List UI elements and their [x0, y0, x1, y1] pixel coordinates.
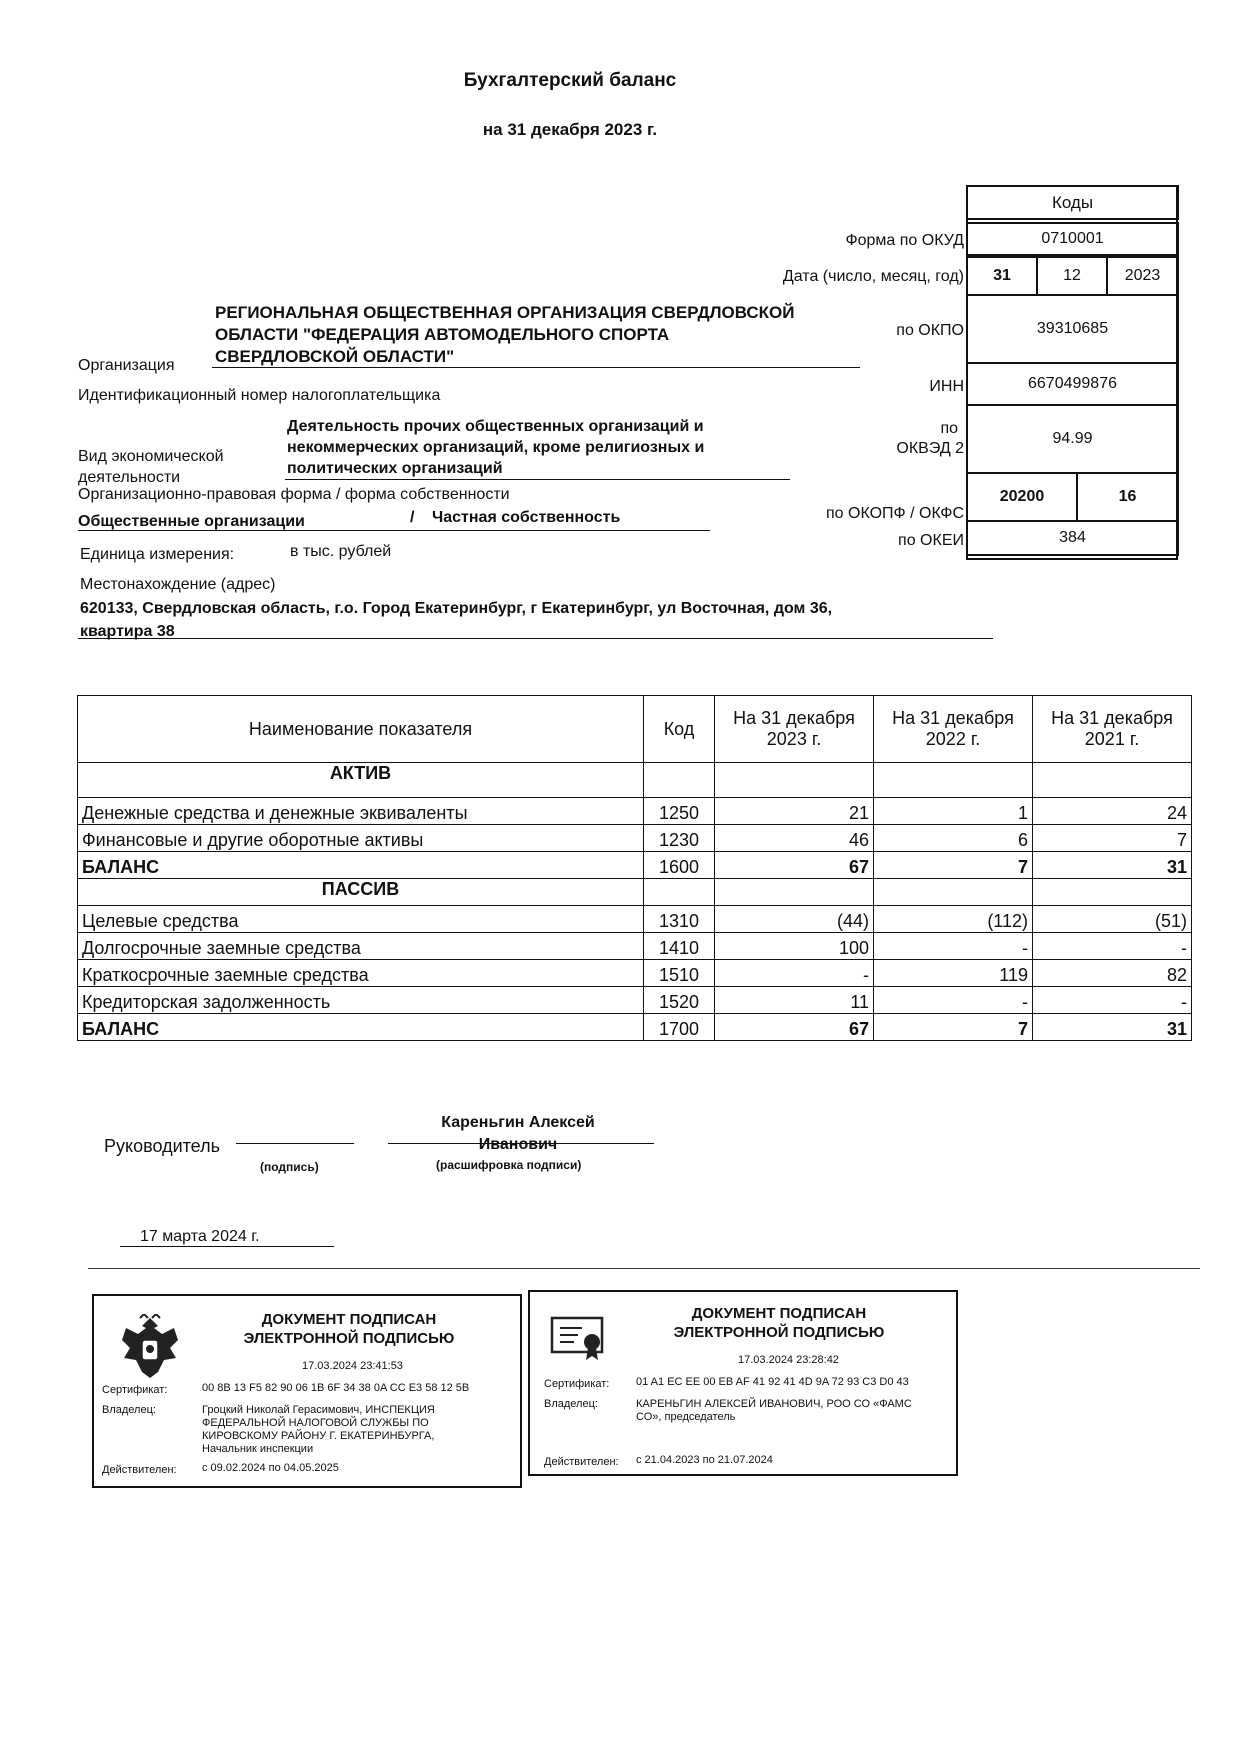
okopf-code: 20200: [966, 472, 1078, 522]
stamp-tax-cert: 00 8B 13 F5 82 90 06 1B 6F 34 38 0A CC E3 58 12 5B: [202, 1382, 470, 1394]
row-value-2021: (51): [1033, 906, 1192, 933]
stamp-tax-owner: [202, 1404, 435, 1456]
stamp-director-valid: с 21.04.2023 по 21.07.2024: [636, 1454, 773, 1466]
row-value-2023: 21: [715, 798, 874, 825]
stamp-director-owner: [636, 1398, 912, 1424]
row-code: 1510: [644, 960, 715, 987]
codes-header: Коды: [966, 185, 1179, 220]
header-2023-line-1: На 31 декабря: [733, 708, 855, 728]
stamp-tax-owner-line-3: КИРОВСКОМУ РАЙОНУ Г. ЕКАТЕРИНБУРГА,: [202, 1430, 435, 1442]
date-year: 2023: [1106, 256, 1179, 296]
stamp-tax-valid-label: Действителен:: [102, 1464, 177, 1476]
table-row: [78, 933, 1192, 960]
passiv-section-title: ПАССИВ: [78, 879, 644, 906]
row-value-2022: 7: [874, 1014, 1033, 1041]
row-value-2023: (44): [715, 906, 874, 933]
header-2022-line-1: На 31 декабря: [892, 708, 1014, 728]
row-name: БАЛАНС: [78, 852, 644, 879]
address-label: Местонахождение (адрес): [80, 576, 276, 593]
row-value-2022: 6: [874, 825, 1033, 852]
inn-code: 6670499876: [966, 362, 1179, 406]
inn-label: Идентификационный номер налогоплательщика: [78, 387, 441, 404]
header-2023-line-2: 2023 г.: [766, 729, 822, 749]
activity-underline: [285, 479, 790, 480]
row-value-2021: 82: [1033, 960, 1192, 987]
row-value-2021: 31: [1033, 1014, 1192, 1041]
unit-value: в тыс. рублей: [290, 543, 392, 560]
row-code: 1600: [644, 852, 715, 879]
table-row: [78, 960, 1192, 987]
signatory-name-line-1: Кареньгин Алексей: [441, 1114, 595, 1131]
row-code: 1520: [644, 987, 715, 1014]
row-value-2022: 1: [874, 798, 1033, 825]
okved-label-top: по: [940, 420, 958, 437]
address-value: [80, 597, 832, 643]
passiv-empty-code: [644, 879, 715, 906]
e-signature-stamp-director: [528, 1290, 958, 1476]
stamp-tax-title: [224, 1310, 474, 1348]
stamp-director-cert-label: Сертификат:: [544, 1378, 610, 1390]
okei-label: по ОКЕИ: [898, 532, 964, 549]
activity-label-line-2: деятельности: [78, 469, 181, 486]
stamp-director-title-line-2: ЭЛЕКТРОННОЙ ПОДПИСЬЮ: [673, 1324, 885, 1341]
passiv-empty-2021: [1033, 879, 1192, 906]
row-value-2023: 46: [715, 825, 874, 852]
unit-label: Единица измерения:: [80, 546, 235, 563]
row-code: 1700: [644, 1014, 715, 1041]
stamp-tax-title-line-2: ЭЛЕКТРОННОЙ ПОДПИСЬЮ: [243, 1330, 455, 1347]
row-value-2022: -: [874, 933, 1033, 960]
aktiv-empty-2021: [1033, 763, 1192, 798]
row-value-2021: -: [1033, 933, 1192, 960]
stamp-tax-owner-line-1: Гроцкий Николай Герасимович, ИНСПЕКЦИЯ: [202, 1404, 435, 1416]
date-underline: [120, 1246, 334, 1247]
header-2021: [1033, 696, 1192, 763]
table-row: [78, 852, 1192, 879]
ownership-value: Частная собственность: [432, 509, 621, 526]
row-name: Целевые средства: [78, 906, 644, 933]
signature-line: [236, 1143, 354, 1144]
header-code: Код: [644, 696, 715, 763]
address-line-1: 620133, Свердловская область, г.о. Город Екатеринбург, г Екатеринбург, ул Восточная, дом 36,: [80, 600, 833, 617]
stamp-tax-owner-line-2: ФЕДЕРАЛЬНОЙ НАЛОГОВОЙ СЛУЖБЫ ПО: [202, 1417, 429, 1429]
okpo-label: по ОКПО: [896, 322, 964, 339]
stamp-director-cert: 01 A1 EC EE 00 EB AF 41 92 41 4D 9A 72 93 C3 D0 43: [636, 1376, 909, 1388]
activity-value: [287, 416, 704, 479]
aktiv-section-title: АКТИВ: [78, 763, 644, 798]
organization-name: [215, 302, 794, 368]
document-date-subtitle: на 31 декабря 2023 г.: [482, 120, 658, 139]
row-name: Денежные средства и денежные эквиваленты: [78, 798, 644, 825]
header-indicator-name: Наименование показателя: [78, 696, 644, 763]
stamp-tax-owner-label: Владелец:: [102, 1404, 156, 1416]
stamp-tax-valid: с 09.02.2024 по 04.05.2025: [202, 1462, 339, 1474]
row-value-2021: -: [1033, 987, 1192, 1014]
activity-label: [78, 446, 224, 488]
activity-value-line-3: политических организаций: [287, 460, 503, 477]
stamp-director-datetime: 17.03.2024 23:28:42: [738, 1354, 839, 1366]
passiv-empty-2022: [874, 879, 1033, 906]
okpo-code: 39310685: [966, 294, 1179, 364]
row-name: Долгосрочные заемные средства: [78, 933, 644, 960]
organization-label: Организация: [78, 357, 175, 374]
header-2022-line-2: 2022 г.: [925, 729, 981, 749]
passiv-rows: [78, 906, 1192, 1041]
table-row: [78, 798, 1192, 825]
signatory-role: Руководитель: [104, 1136, 220, 1156]
aktiv-empty-code: [644, 763, 715, 798]
decode-line: [388, 1143, 654, 1144]
table-row: [78, 987, 1192, 1014]
aktiv-section-row: [78, 763, 1192, 798]
signature-date: 17 марта 2024 г.: [140, 1228, 260, 1245]
aktiv-empty-2023: [715, 763, 874, 798]
row-value-2022: (112): [874, 906, 1033, 933]
stamp-director-owner-line-1: КАРЕНЬГИН АЛЕКСЕЙ ИВАНОВИЧ, РОО СО «ФАМС: [636, 1398, 912, 1410]
stamp-tax-owner-line-4: Начальник инспекции: [202, 1443, 314, 1455]
address-underline: [78, 638, 993, 639]
stamp-tax-cert-label: Сертификат:: [102, 1384, 168, 1396]
header-2021-line-2: 2021 г.: [1084, 729, 1140, 749]
table-row: [78, 825, 1192, 852]
row-value-2022: 119: [874, 960, 1033, 987]
row-value-2022: -: [874, 987, 1033, 1014]
separator-line: [88, 1268, 1200, 1269]
row-value-2023: -: [715, 960, 874, 987]
aktiv-rows: [78, 798, 1192, 879]
row-code: 1230: [644, 825, 715, 852]
row-value-2023: 67: [715, 852, 874, 879]
okopf-label: по ОКОПФ / ОКФС: [826, 505, 964, 522]
row-name: Финансовые и другие оборотные активы: [78, 825, 644, 852]
aktiv-empty-2022: [874, 763, 1033, 798]
okei-code: 384: [966, 520, 1179, 556]
row-code: 1250: [644, 798, 715, 825]
organization-underline: [212, 367, 860, 368]
row-value-2023: 100: [715, 933, 874, 960]
inn-code-label: ИНН: [929, 378, 964, 395]
document-title: Бухгалтерский баланс: [463, 70, 677, 91]
coat-of-arms-icon: [118, 1314, 182, 1382]
okved-label-bottom: ОКВЭД 2: [896, 440, 964, 457]
stamp-director-owner-line-2: СО», председатель: [636, 1411, 736, 1423]
activity-value-line-2: некоммерческих организаций, кроме религиозных и: [287, 439, 705, 456]
table-row: [78, 1014, 1192, 1041]
organization-name-line-1: РЕГИОНАЛЬНАЯ ОБЩЕСТВЕННАЯ ОРГАНИЗАЦИЯ СВЕРДЛОВСКОЙ: [215, 303, 795, 322]
activity-value-line-1: Деятельность прочих общественных организаций и: [287, 418, 704, 435]
stamp-director-title-line-1: ДОКУМЕНТ ПОДПИСАН: [691, 1305, 867, 1322]
row-value-2021: 7: [1033, 825, 1192, 852]
table-header-row: [78, 696, 1192, 763]
okud-label: Форма по ОКУД: [845, 232, 964, 249]
okfs-code: 16: [1076, 472, 1179, 522]
organization-name-line-3: СВЕРДЛОВСКОЙ ОБЛАСТИ": [215, 347, 455, 366]
stamp-tax-title-line-1: ДОКУМЕНТ ПОДПИСАН: [261, 1311, 437, 1328]
stamp-director-valid-label: Действителен:: [544, 1456, 619, 1468]
row-name: Кредиторская задолженность: [78, 987, 644, 1014]
row-value-2022: 7: [874, 852, 1033, 879]
row-value-2023: 11: [715, 987, 874, 1014]
date-label: Дата (число, месяц, год): [782, 268, 964, 285]
date-month: 12: [1036, 256, 1108, 296]
activity-label-line-1: Вид экономической: [78, 448, 224, 465]
header-2023: [715, 696, 874, 763]
header-2021-line-1: На 31 декабря: [1051, 708, 1173, 728]
legal-form-underline: [78, 530, 710, 531]
organization-name-line-2: ОБЛАСТИ "ФЕДЕРАЦИЯ АВТОМОДЕЛЬНОГО СПОРТА: [215, 325, 670, 344]
row-name: Краткосрочные заемные средства: [78, 960, 644, 987]
stamp-director-title: [654, 1304, 904, 1342]
signatory-name: [388, 1112, 648, 1156]
signature-caption: (подпись): [260, 1160, 319, 1174]
row-code: 1310: [644, 906, 715, 933]
stamp-tax-datetime: 17.03.2024 23:41:53: [302, 1360, 403, 1372]
balance-table: [77, 695, 1192, 1041]
legal-form-separator: /: [410, 509, 415, 526]
signatory-name-line-2: Иванович: [478, 1136, 558, 1153]
passiv-section-row: [78, 879, 1192, 906]
row-code: 1410: [644, 933, 715, 960]
date-day: 31: [966, 256, 1038, 296]
row-value-2021: 24: [1033, 798, 1192, 825]
header-2022: [874, 696, 1033, 763]
passiv-empty-2023: [715, 879, 874, 906]
row-name: БАЛАНС: [78, 1014, 644, 1041]
row-value-2023: 67: [715, 1014, 874, 1041]
address-line-2: квартира 38: [80, 623, 175, 640]
legal-form-value: Общественные организации: [78, 513, 305, 530]
row-value-2021: 31: [1033, 852, 1192, 879]
decode-caption: (расшифровка подписи): [436, 1158, 582, 1172]
legal-form-label: Организационно-правовая форма / форма собственности: [78, 486, 510, 503]
okved-code: 94.99: [966, 404, 1179, 474]
certificate-icon: [550, 1312, 608, 1364]
table-row: [78, 906, 1192, 933]
e-signature-stamp-tax: [92, 1294, 522, 1488]
okud-code: 0710001: [966, 222, 1179, 256]
stamp-director-owner-label: Владелец:: [544, 1398, 598, 1410]
